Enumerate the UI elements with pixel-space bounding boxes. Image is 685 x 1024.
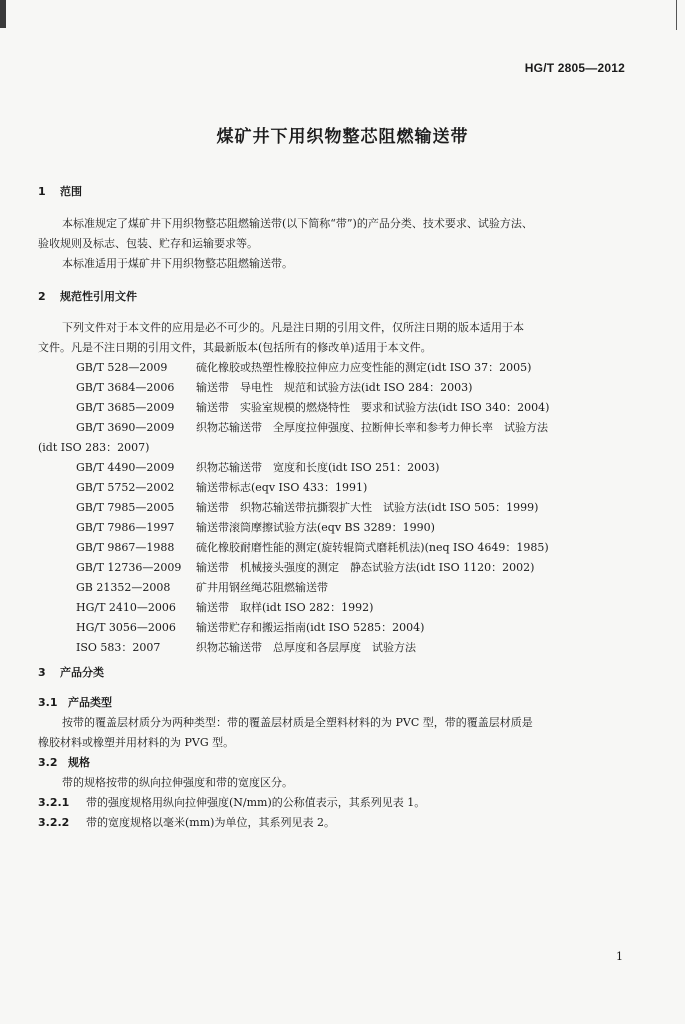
reference-title: 硫化橡胶或热塑性橡胶拉伸应力应变性能的测定(idt ISO 37：2005)	[196, 361, 532, 374]
reference-code: GB/T 7986—1997	[76, 521, 175, 534]
document-title: 煤矿井下用织物整芯阻燃输送带	[216, 127, 469, 147]
reference-item	[38, 478, 646, 498]
reference-code: GB/T 5752—2002	[76, 481, 175, 494]
clause-3-2-1	[38, 793, 646, 813]
reference-item	[38, 418, 646, 438]
reference-item	[38, 638, 646, 658]
subsection-3-2-heading	[38, 753, 646, 773]
clause-3-2-2	[38, 813, 646, 833]
scan-corner-mark	[0, 0, 6, 28]
reference-title: 输送带 织物芯输送带抗撕裂扩大性 试验方法(idt ISO 505：1999)	[196, 501, 539, 514]
reference-title: 输送带标志(eqv ISO 433：1991)	[196, 481, 368, 494]
section-1-heading	[38, 182, 646, 202]
reference-item	[38, 358, 646, 378]
paragraph: 带的规格按带的纵向拉伸强度和带的宽度区分。	[62, 776, 293, 789]
section-title: 范围	[60, 185, 82, 198]
subsection-number: 3.2	[38, 756, 58, 769]
section-number: 3	[38, 666, 46, 679]
clause-number: 3.2.1	[38, 796, 70, 809]
section-number: 1	[38, 185, 46, 198]
reference-title: 输送带滚筒摩擦试验方法(eqv BS 3289：1990)	[196, 521, 435, 534]
reference-code: ISO 583：2007	[76, 641, 161, 654]
reference-item	[38, 578, 646, 598]
paragraph-continuation: 文件。凡是不注日期的引用文件，其最新版本(包括所有的修改单)适用于本文件。	[38, 341, 432, 354]
page-number: 1	[616, 950, 623, 963]
reference-item	[38, 458, 646, 478]
section-3-heading	[38, 663, 646, 683]
reference-title: 矿井用钢丝绳芯阻燃输送带	[196, 581, 328, 594]
reference-title: 织物芯输送带 全厚度拉伸强度、拉断伸长率和参考力伸长率 试验方法	[196, 421, 548, 434]
paragraph: 本标准适用于煤矿井下用织物整芯阻燃输送带。	[62, 257, 293, 270]
reference-code: GB/T 12736—2009	[76, 561, 182, 574]
section-2	[38, 287, 646, 307]
reference-code: HG/T 3056—2006	[76, 621, 176, 634]
subsection-title: 规格	[68, 756, 90, 769]
reference-item	[38, 498, 646, 518]
paragraph: 本标准规定了煤矿井下用织物整芯阻燃输送带(以下简称“带”)的产品分类、技术要求、试验方法、	[62, 217, 533, 230]
reference-continuation: (idt ISO 283：2007)	[38, 441, 150, 454]
reference-code: GB/T 7985—2005	[76, 501, 175, 514]
reference-code: GB/T 3685—2009	[76, 401, 175, 414]
clause-number: 3.2.2	[38, 816, 70, 829]
subsection-3-1-heading	[38, 693, 646, 713]
reference-item	[38, 538, 646, 558]
reference-code: GB/T 4490—2009	[76, 461, 175, 474]
paragraph-continuation: 验收规则及标志、包装、贮存和运输要求等。	[38, 237, 258, 250]
reference-code: GB/T 528—2009	[76, 361, 168, 374]
reference-code: HG/T 2410—2006	[76, 601, 176, 614]
reference-item	[38, 558, 646, 578]
section-number: 2	[38, 290, 46, 303]
reference-title: 输送带 取样(idt ISO 282：1992)	[196, 601, 374, 614]
reference-title: 硫化橡胶耐磨性能的测定(旋转辊筒式磨耗机法)(neq ISO 4649：1985)	[196, 541, 549, 554]
section-3-body	[38, 693, 646, 833]
paragraph: 按带的覆盖层材质分为两种类型：带的覆盖层材质是全塑料材料的为 PVC 型，带的覆盖层材质是	[62, 716, 533, 729]
reference-item	[38, 378, 646, 398]
reference-item	[38, 618, 646, 638]
reference-code: GB/T 3690—2009	[76, 421, 175, 434]
clause-text: 带的宽度规格以毫米(mm)为单位，其系列见表 2。	[86, 816, 335, 829]
reference-item	[38, 518, 646, 538]
reference-item	[38, 398, 646, 418]
section-title: 产品分类	[60, 666, 104, 679]
clause-text: 带的强度规格用纵向拉伸强度(N/mm)的公称值表示，其系列见表 1。	[86, 796, 426, 809]
subsection-number: 3.1	[38, 696, 58, 709]
paragraph: 下列文件对于本文件的应用是必不可少的。凡是注日期的引用文件，仅所注日期的版本适用于本	[62, 321, 524, 334]
section-3	[38, 663, 646, 683]
reference-title: 输送带贮存和搬运指南(idt ISO 5285：2004)	[196, 621, 425, 634]
section-title: 规范性引用文件	[60, 290, 137, 303]
reference-code: GB/T 3684—2006	[76, 381, 175, 394]
section-1	[38, 182, 646, 202]
reference-code: GB/T 9867—1988	[76, 541, 175, 554]
reference-title: 输送带 实验室规模的燃烧特性 要求和试验方法(idt ISO 340：2004)	[196, 401, 550, 414]
standard-number: HG/T 2805—2012	[524, 61, 625, 75]
scan-edge-line	[676, 0, 677, 30]
reference-title: 织物芯输送带 宽度和长度(idt ISO 251：2003)	[196, 461, 440, 474]
paragraph-continuation: 橡胶材料或橡塑并用材料的为 PVG 型。	[38, 736, 235, 749]
reference-title: 织物芯输送带 总厚度和各层厚度 试验方法	[196, 641, 416, 654]
reference-code: GB 21352—2008	[76, 581, 171, 594]
reference-item	[38, 598, 646, 618]
section-1-body	[38, 214, 646, 274]
subsection-title: 产品类型	[68, 696, 112, 709]
reference-title: 输送带 机械接头强度的测定 静态试验方法(idt ISO 1120：2002)	[196, 561, 535, 574]
section-2-body	[38, 318, 646, 658]
reference-title: 输送带 导电性 规范和试验方法(idt ISO 284：2003)	[196, 381, 473, 394]
section-2-heading	[38, 287, 646, 307]
